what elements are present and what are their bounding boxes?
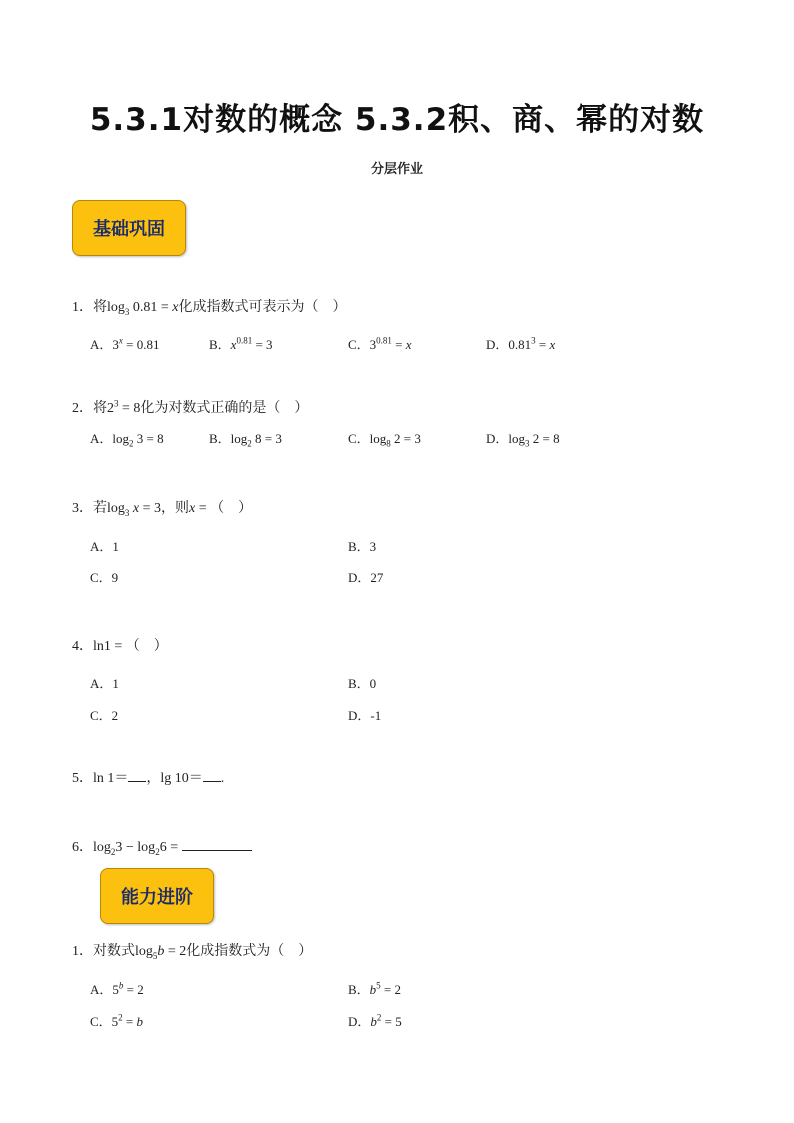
math-arg: 6 bbox=[159, 840, 167, 855]
math-var: b bbox=[157, 944, 165, 959]
question-4 bbox=[72, 635, 168, 655]
question-number: 6． bbox=[72, 840, 93, 855]
math-base: b bbox=[369, 982, 377, 997]
math-fn: log bbox=[93, 840, 111, 855]
question-text: 化成指数式为（ ） bbox=[186, 944, 313, 959]
question-text: ln1 = （ ） bbox=[93, 639, 168, 654]
option-label: D． bbox=[486, 337, 509, 352]
option-d[interactable] bbox=[486, 428, 560, 449]
math-base: 2 bbox=[247, 438, 252, 449]
math-exp: 3 bbox=[531, 335, 536, 346]
math-base: 3 bbox=[124, 306, 130, 317]
option-label: B． bbox=[209, 431, 231, 446]
option-d[interactable] bbox=[486, 334, 555, 353]
question-number: 4． bbox=[72, 639, 93, 654]
page-title: 5.3.1对数的概念 5.3.2积、商、幂的对数 bbox=[89, 102, 705, 138]
math-fn: log bbox=[369, 431, 387, 446]
advanced-question-1 bbox=[72, 940, 312, 961]
math-base: 2 bbox=[129, 438, 134, 449]
math-rest: 3 = 8 bbox=[133, 431, 164, 446]
math-rhs: = 3 bbox=[252, 337, 273, 352]
math-base: 3 bbox=[369, 337, 377, 352]
math-base: 2 bbox=[110, 846, 116, 857]
question-text: 化成指数式可表示为（ ） bbox=[178, 300, 347, 315]
option-label: B． bbox=[348, 982, 370, 997]
question-text: ln 1＝ bbox=[93, 771, 129, 786]
math-rhs: = 2 bbox=[164, 944, 187, 959]
question-text: 对数式 bbox=[93, 944, 135, 959]
math-var: x bbox=[549, 337, 556, 352]
math-base: 5 bbox=[111, 1014, 119, 1029]
math-exp: 0.81 bbox=[376, 335, 392, 346]
option-label: C． bbox=[90, 1014, 112, 1029]
math-base: 3 bbox=[124, 507, 130, 518]
section-badge-basic-label: 基础巩固 bbox=[93, 219, 165, 240]
option-c[interactable] bbox=[90, 1011, 143, 1030]
option-b[interactable] bbox=[209, 334, 273, 353]
math-base: 8 bbox=[386, 438, 391, 449]
option-a[interactable]: A．1 bbox=[90, 676, 119, 691]
math-fn: log bbox=[107, 300, 125, 315]
math-base: 0.81 bbox=[508, 337, 532, 352]
math-rhs: = bbox=[391, 337, 406, 352]
math-base: 5 bbox=[152, 950, 158, 961]
option-c[interactable]: C．9 bbox=[90, 570, 119, 585]
math-rest: 2 = 8 bbox=[529, 431, 560, 446]
math-op: = bbox=[166, 840, 182, 855]
math-var: x bbox=[132, 501, 140, 516]
answer-blank[interactable] bbox=[203, 769, 221, 782]
math-exp: b bbox=[118, 980, 124, 991]
answer-blank[interactable] bbox=[128, 769, 146, 782]
math-exp: 5 bbox=[376, 980, 381, 991]
option-c[interactable]: C．2 bbox=[90, 708, 119, 723]
option-d[interactable]: D．-1 bbox=[348, 708, 382, 723]
question-3 bbox=[72, 497, 252, 518]
option-b[interactable]: B．0 bbox=[348, 676, 377, 691]
math-rhs: = bbox=[122, 1014, 137, 1029]
math-var: x bbox=[189, 501, 196, 516]
math-rhs: = 2 bbox=[380, 982, 402, 997]
question-6 bbox=[72, 836, 252, 857]
option-a[interactable] bbox=[90, 428, 164, 449]
math-fn: log bbox=[107, 501, 125, 516]
math-rhs: = 8 bbox=[118, 401, 141, 416]
math-rhs: = 2 bbox=[123, 982, 144, 997]
math-exp: 2 bbox=[118, 1012, 123, 1023]
math-base: x bbox=[230, 337, 237, 352]
option-a[interactable] bbox=[90, 334, 159, 353]
option-d[interactable]: D．27 bbox=[348, 570, 384, 585]
math-exp: x bbox=[118, 335, 123, 346]
option-label: A． bbox=[90, 337, 113, 352]
option-label: C． bbox=[348, 337, 370, 352]
math-exp: 3 bbox=[114, 398, 119, 409]
page-subtitle: 分层作业 bbox=[370, 162, 423, 177]
math-rhs: = bbox=[535, 337, 550, 352]
option-label: A． bbox=[90, 982, 113, 997]
math-fn: log bbox=[112, 431, 130, 446]
math-rhs: = 0.81 bbox=[122, 337, 160, 352]
math-var: x bbox=[405, 337, 412, 352]
math-fn: log bbox=[137, 840, 156, 855]
answer-blank[interactable] bbox=[182, 838, 252, 851]
math-fn: log bbox=[508, 431, 526, 446]
option-label: B． bbox=[209, 337, 231, 352]
question-number: 1． bbox=[72, 300, 93, 315]
math-fn: log bbox=[230, 431, 248, 446]
math-base: 2 bbox=[107, 401, 114, 416]
question-text: 化为对数式正确的是（ ） bbox=[140, 401, 309, 416]
math-base: 3 bbox=[525, 438, 530, 449]
option-a[interactable] bbox=[90, 979, 144, 998]
math-exp: 2 bbox=[376, 1012, 382, 1023]
math-base: 3 bbox=[112, 337, 119, 352]
math-var: b bbox=[136, 1014, 144, 1029]
math-op: − bbox=[122, 840, 138, 855]
option-d[interactable] bbox=[348, 1011, 402, 1030]
question-text: 若 bbox=[93, 501, 107, 516]
question-5 bbox=[72, 767, 224, 787]
question-1 bbox=[72, 296, 347, 317]
question-2 bbox=[72, 397, 308, 417]
question-text: . bbox=[220, 771, 225, 786]
math-var: x bbox=[172, 300, 179, 315]
math-base: 5 bbox=[112, 982, 119, 997]
section-badge-basic bbox=[72, 200, 186, 256]
option-label: D． bbox=[486, 431, 509, 446]
math-rhs: = 3 bbox=[139, 501, 162, 516]
option-label: D． bbox=[348, 1014, 371, 1029]
section-badge-advanced-label: 能力进阶 bbox=[121, 887, 193, 908]
math-base: b bbox=[370, 1014, 377, 1029]
question-number: 5． bbox=[72, 771, 93, 786]
math-rhs: = 5 bbox=[381, 1014, 402, 1029]
question-number: 2． bbox=[72, 401, 93, 416]
question-text: 将 bbox=[93, 401, 107, 416]
option-c[interactable] bbox=[348, 428, 421, 449]
question-text: = （ ） bbox=[195, 501, 253, 516]
math-arg: 3 bbox=[115, 840, 123, 855]
option-b[interactable]: B．3 bbox=[348, 539, 377, 554]
math-exp: 0.81 bbox=[236, 335, 253, 346]
option-label: C． bbox=[348, 431, 370, 446]
math-arg: 0.81 = bbox=[129, 300, 173, 315]
option-b[interactable] bbox=[348, 979, 401, 998]
question-number: 3． bbox=[72, 501, 93, 516]
option-c[interactable] bbox=[348, 334, 412, 353]
math-rest: 2 = 3 bbox=[390, 431, 421, 446]
question-text: 将 bbox=[93, 300, 107, 315]
question-text: ，lg 10＝ bbox=[146, 771, 203, 786]
section-badge-advanced bbox=[100, 868, 214, 924]
option-label: A． bbox=[90, 431, 113, 446]
math-rest: 8 = 3 bbox=[251, 431, 282, 446]
option-a[interactable]: A．1 bbox=[90, 539, 119, 554]
math-base: 2 bbox=[155, 846, 160, 857]
option-b[interactable] bbox=[209, 428, 282, 449]
math-fn: log bbox=[135, 944, 153, 959]
question-text: ，则 bbox=[161, 501, 190, 516]
question-number: 1． bbox=[72, 944, 93, 959]
